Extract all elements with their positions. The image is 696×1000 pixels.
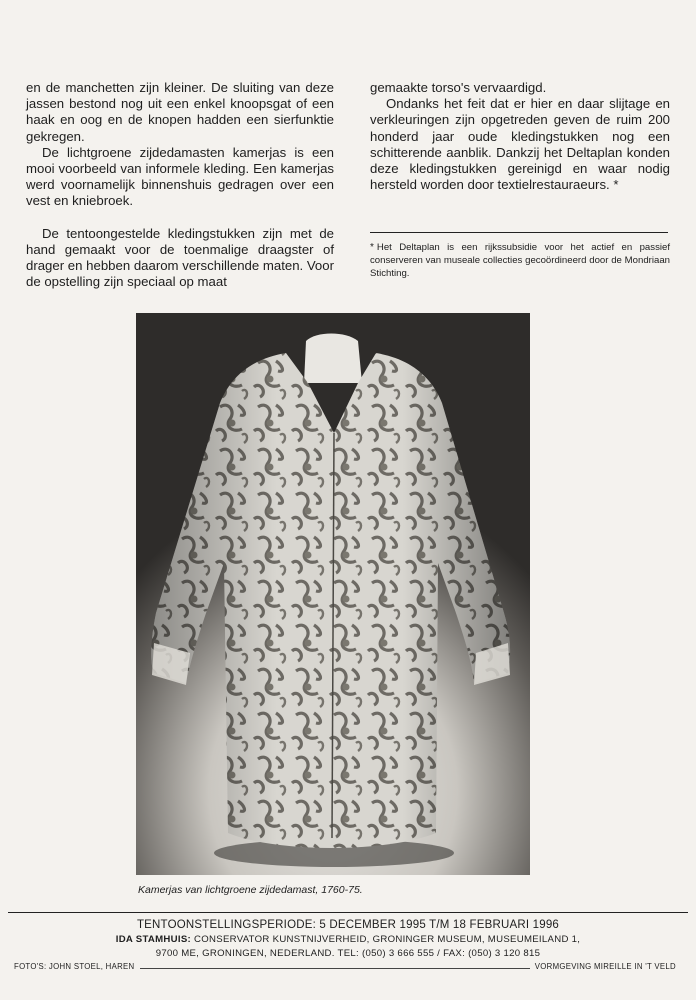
footnote-text: Het Deltaplan is een rijkssubsidie voor het actief en passief conserveren van museale collecties gecoördineerd door de Mondriaan Stichting.	[370, 242, 670, 279]
paragraph: gemaakte torso's vervaardigd.	[370, 80, 547, 95]
photo-caption: Kamerjas van lichtgroene zijdedamast, 1760-75.	[138, 884, 363, 896]
paragraph: De lichtgroene zijdedamasten kamerjas is een mooi voorbeeld van informele kleding. Een kamerjas werd voornamelijk binnenshuis gedragen over een vest en kniebroek.	[26, 144, 334, 209]
left-text-column	[26, 80, 334, 290]
footnote-mark: *	[370, 242, 374, 253]
footer-divider	[8, 912, 688, 913]
photo-credit: FOTO'S: JOHN STOEL, HAREN	[14, 962, 135, 971]
paragraph: en de manchetten zijn kleiner. De sluiting van deze jassen bestond nog uit een enkel knoopsgat of een haak en oog en de knopen hadden een sierfunktie gekregen.	[26, 80, 334, 144]
author-details: CONSERVATOR KUNSTNIJVERHEID, GRONINGER MUSEUM, MUSEUMEILAND 1,	[194, 934, 581, 945]
paragraph: De tentoongestelde kledingstukken zijn met de hand gemaakt voor de toenmalige draagster of drager en hebben daarom verschillende maten. Voor de opstelling zijn speciaal op maat	[26, 225, 334, 290]
right-text-column	[370, 80, 670, 193]
exhibition-period: TENTOONSTELLINGSPERIODE: 5 DECEMBER 1995 T/M 18 FEBRUARI 1996	[136, 919, 560, 931]
credit-divider	[140, 968, 530, 969]
address-line: 9700 ME, GRONINGEN, NEDERLAND. TEL: (050) 3 666 555 / FAX: (050) 3 120 815	[155, 948, 541, 959]
footnote	[370, 241, 670, 280]
footnote-divider	[370, 232, 668, 233]
author-line	[0, 934, 696, 945]
design-credit: VORMGEVING MIREILLE IN 'T VELD	[534, 962, 676, 971]
author-name: IDA STAMHUIS:	[115, 934, 192, 945]
robe-illustration	[136, 313, 530, 875]
paragraph: Ondanks het feit dat er hier en daar slijtage en verkleuringen zijn opgetreden geven de ruim 200 honderd jaar oude kledingstukken nog een schitterende aanblik. Dankzij het Deltaplan konden deze kledingstukken gereinigd en waar nodig hersteld worden door textielrestauraeurs. *	[370, 96, 670, 193]
kamerjas-photo	[136, 313, 530, 875]
